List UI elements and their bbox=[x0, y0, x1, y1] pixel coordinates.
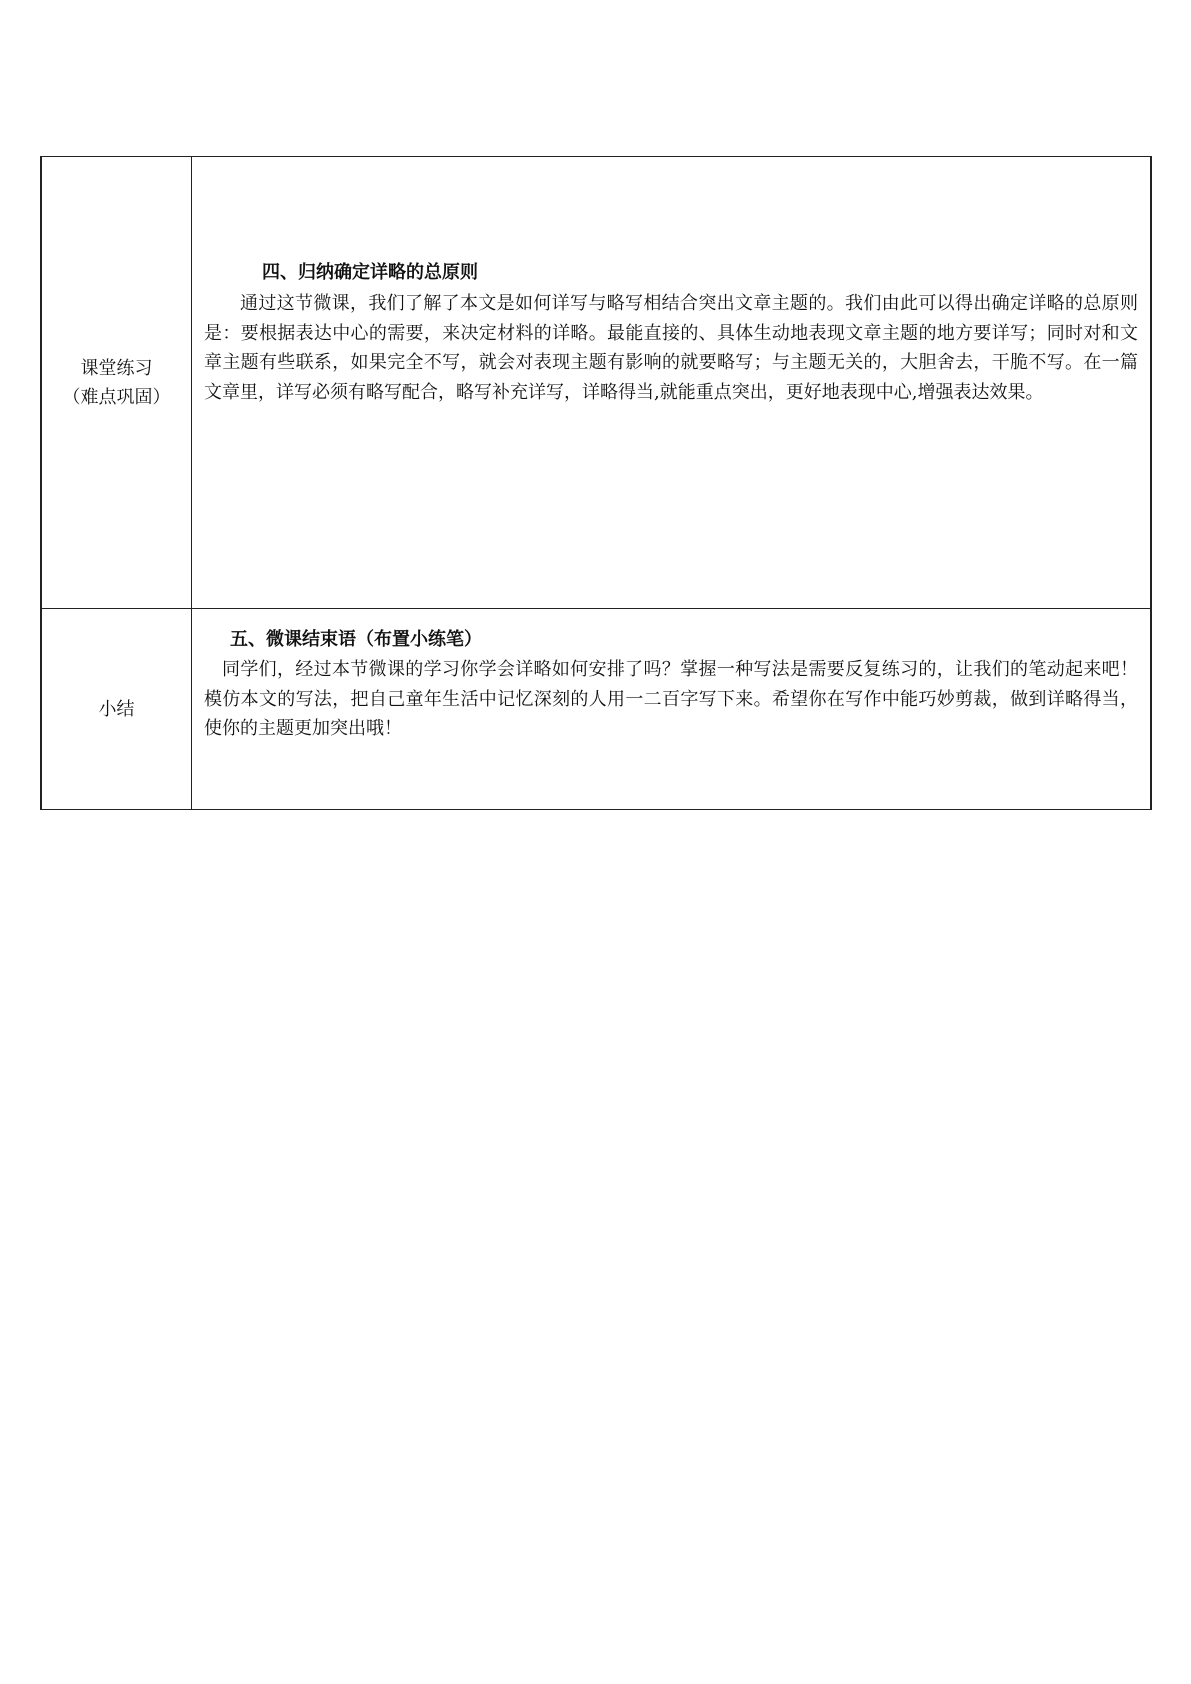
row-content-cell bbox=[192, 157, 1150, 608]
row-label-line2: （难点巩固） bbox=[62, 386, 171, 408]
section-body: 通过这节微课，我们了解了本文是如何详写与略写相结合突出文章主题的。我们由此可以得出确定详略的总原则是：要根据表达中心的需要，来决定材料的详略。最能直接的、具体生动地表现文章主题的地方要详写；同时对和文章主题有些联系，如果完全不写，就会对表现主题有影响的就要略写；与主题无关的，大胆舍去，干脆不写。在一篇文章里，详写必须有略写配合，略写补充详写，详略得当,就能重点突出，更好地表现中心,增强表达效果。 bbox=[204, 293, 1138, 403]
lesson-table bbox=[40, 156, 1152, 810]
row-label-cell bbox=[42, 157, 192, 608]
section-heading: 四、归纳确定详略的总原则 bbox=[262, 262, 478, 283]
row-label-line1: 小结 bbox=[98, 698, 135, 720]
row-label-line1: 课堂练习 bbox=[80, 357, 153, 379]
table-row-summary bbox=[42, 609, 1150, 809]
section-body: 同学们，经过本节微课的学习你学会详略如何安排了吗？掌握一种写法是需要反复练习的，让我们的笔动起来吧！模仿本文的写法，把自己童年生活中记忆深刻的人用一二百字写下来。希望你在写作中能巧妙剪裁，做到详略得当，使你的主题更加突出哦！ bbox=[204, 659, 1138, 739]
row-content-cell bbox=[192, 609, 1150, 809]
section-heading: 五、微课结束语（布置小练笔） bbox=[230, 629, 482, 650]
table-row-practice bbox=[42, 157, 1150, 609]
row-label-cell bbox=[42, 609, 192, 809]
